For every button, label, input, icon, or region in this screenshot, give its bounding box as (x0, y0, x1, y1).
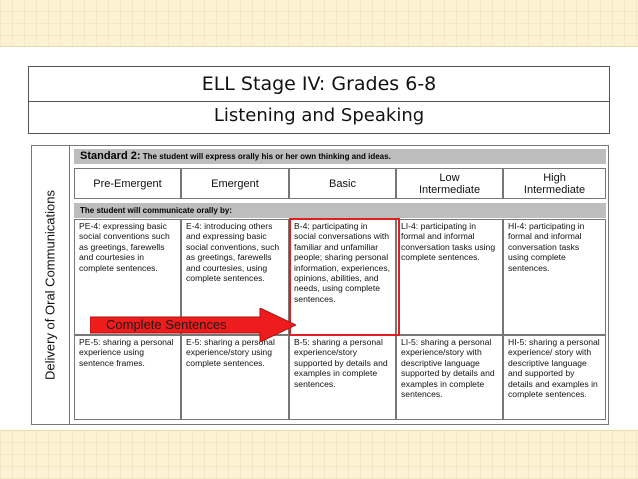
callout-arrow (90, 308, 296, 342)
callout-label: Complete Sentences (106, 317, 227, 332)
standard-prefix: Standard 2: (80, 150, 141, 162)
cell-pe-5: PE-5: sharing a personal experience using sentence frames. (74, 335, 181, 420)
cell-hi-4: HI-4: participating in formal and informal conversation tasks using complete sentences. (503, 219, 606, 335)
decorative-bottom-band (0, 430, 638, 479)
slide-title-box (28, 66, 610, 134)
standard-text: The student will express orally his or her own thinking and ideas. (142, 152, 391, 161)
standard-bar (74, 149, 606, 164)
slide-title: ELL Stage IV: Grades 6-8 (201, 73, 437, 95)
level-header-emergent: Emergent (181, 168, 289, 199)
level-header-pre-emergent: Pre-Emergent (74, 168, 181, 199)
cell-hi-5: HI-5: sharing a personal experience/ story with descriptive language and supported by details and examples in complete sentences. (503, 335, 606, 420)
cell-b-4: B-4: participating in social conversations with familiar and unfamiliar people; sharing personal information, experiences, opinions, abilities, and needs, using complete sentences. (289, 219, 396, 335)
standards-table (31, 145, 609, 425)
side-column (32, 146, 70, 424)
slide-subtitle: Listening and Speaking (29, 101, 609, 130)
level-header-low-intermediate: Low Intermediate (396, 168, 503, 199)
highlight-box (289, 218, 400, 336)
cell-b-5: B-5: sharing a personal experience/story supported by details and examples in complete sentences. (289, 335, 396, 420)
cell-li-5: LI-5: sharing a personal experience/story with descriptive language supported by details and examples in complete sentences. (396, 335, 503, 420)
cell-e-4: E-4: introducing others and expressing basic social conventions, such as greetings, farewells and courtesies, using complete sentences. (181, 219, 289, 335)
level-header-high-intermediate: High Intermediate (503, 168, 606, 199)
side-label: Delivery of Oral Communications (42, 189, 58, 381)
cell-e-5: E-5: sharing a personal experience/story using complete sentences. (181, 335, 289, 420)
cell-pe-4: PE-4: expressing basic social conventions such as greetings, farewells and courtesies in complete sentences. (74, 219, 181, 335)
decorative-top-band (0, 0, 638, 47)
cell-li-4: LI-4: participating in formal and informal conversation tasks using complete sentences. (396, 219, 503, 335)
level-header-basic: Basic (289, 168, 396, 199)
communicate-bar: The student will communicate orally by: (74, 203, 606, 218)
